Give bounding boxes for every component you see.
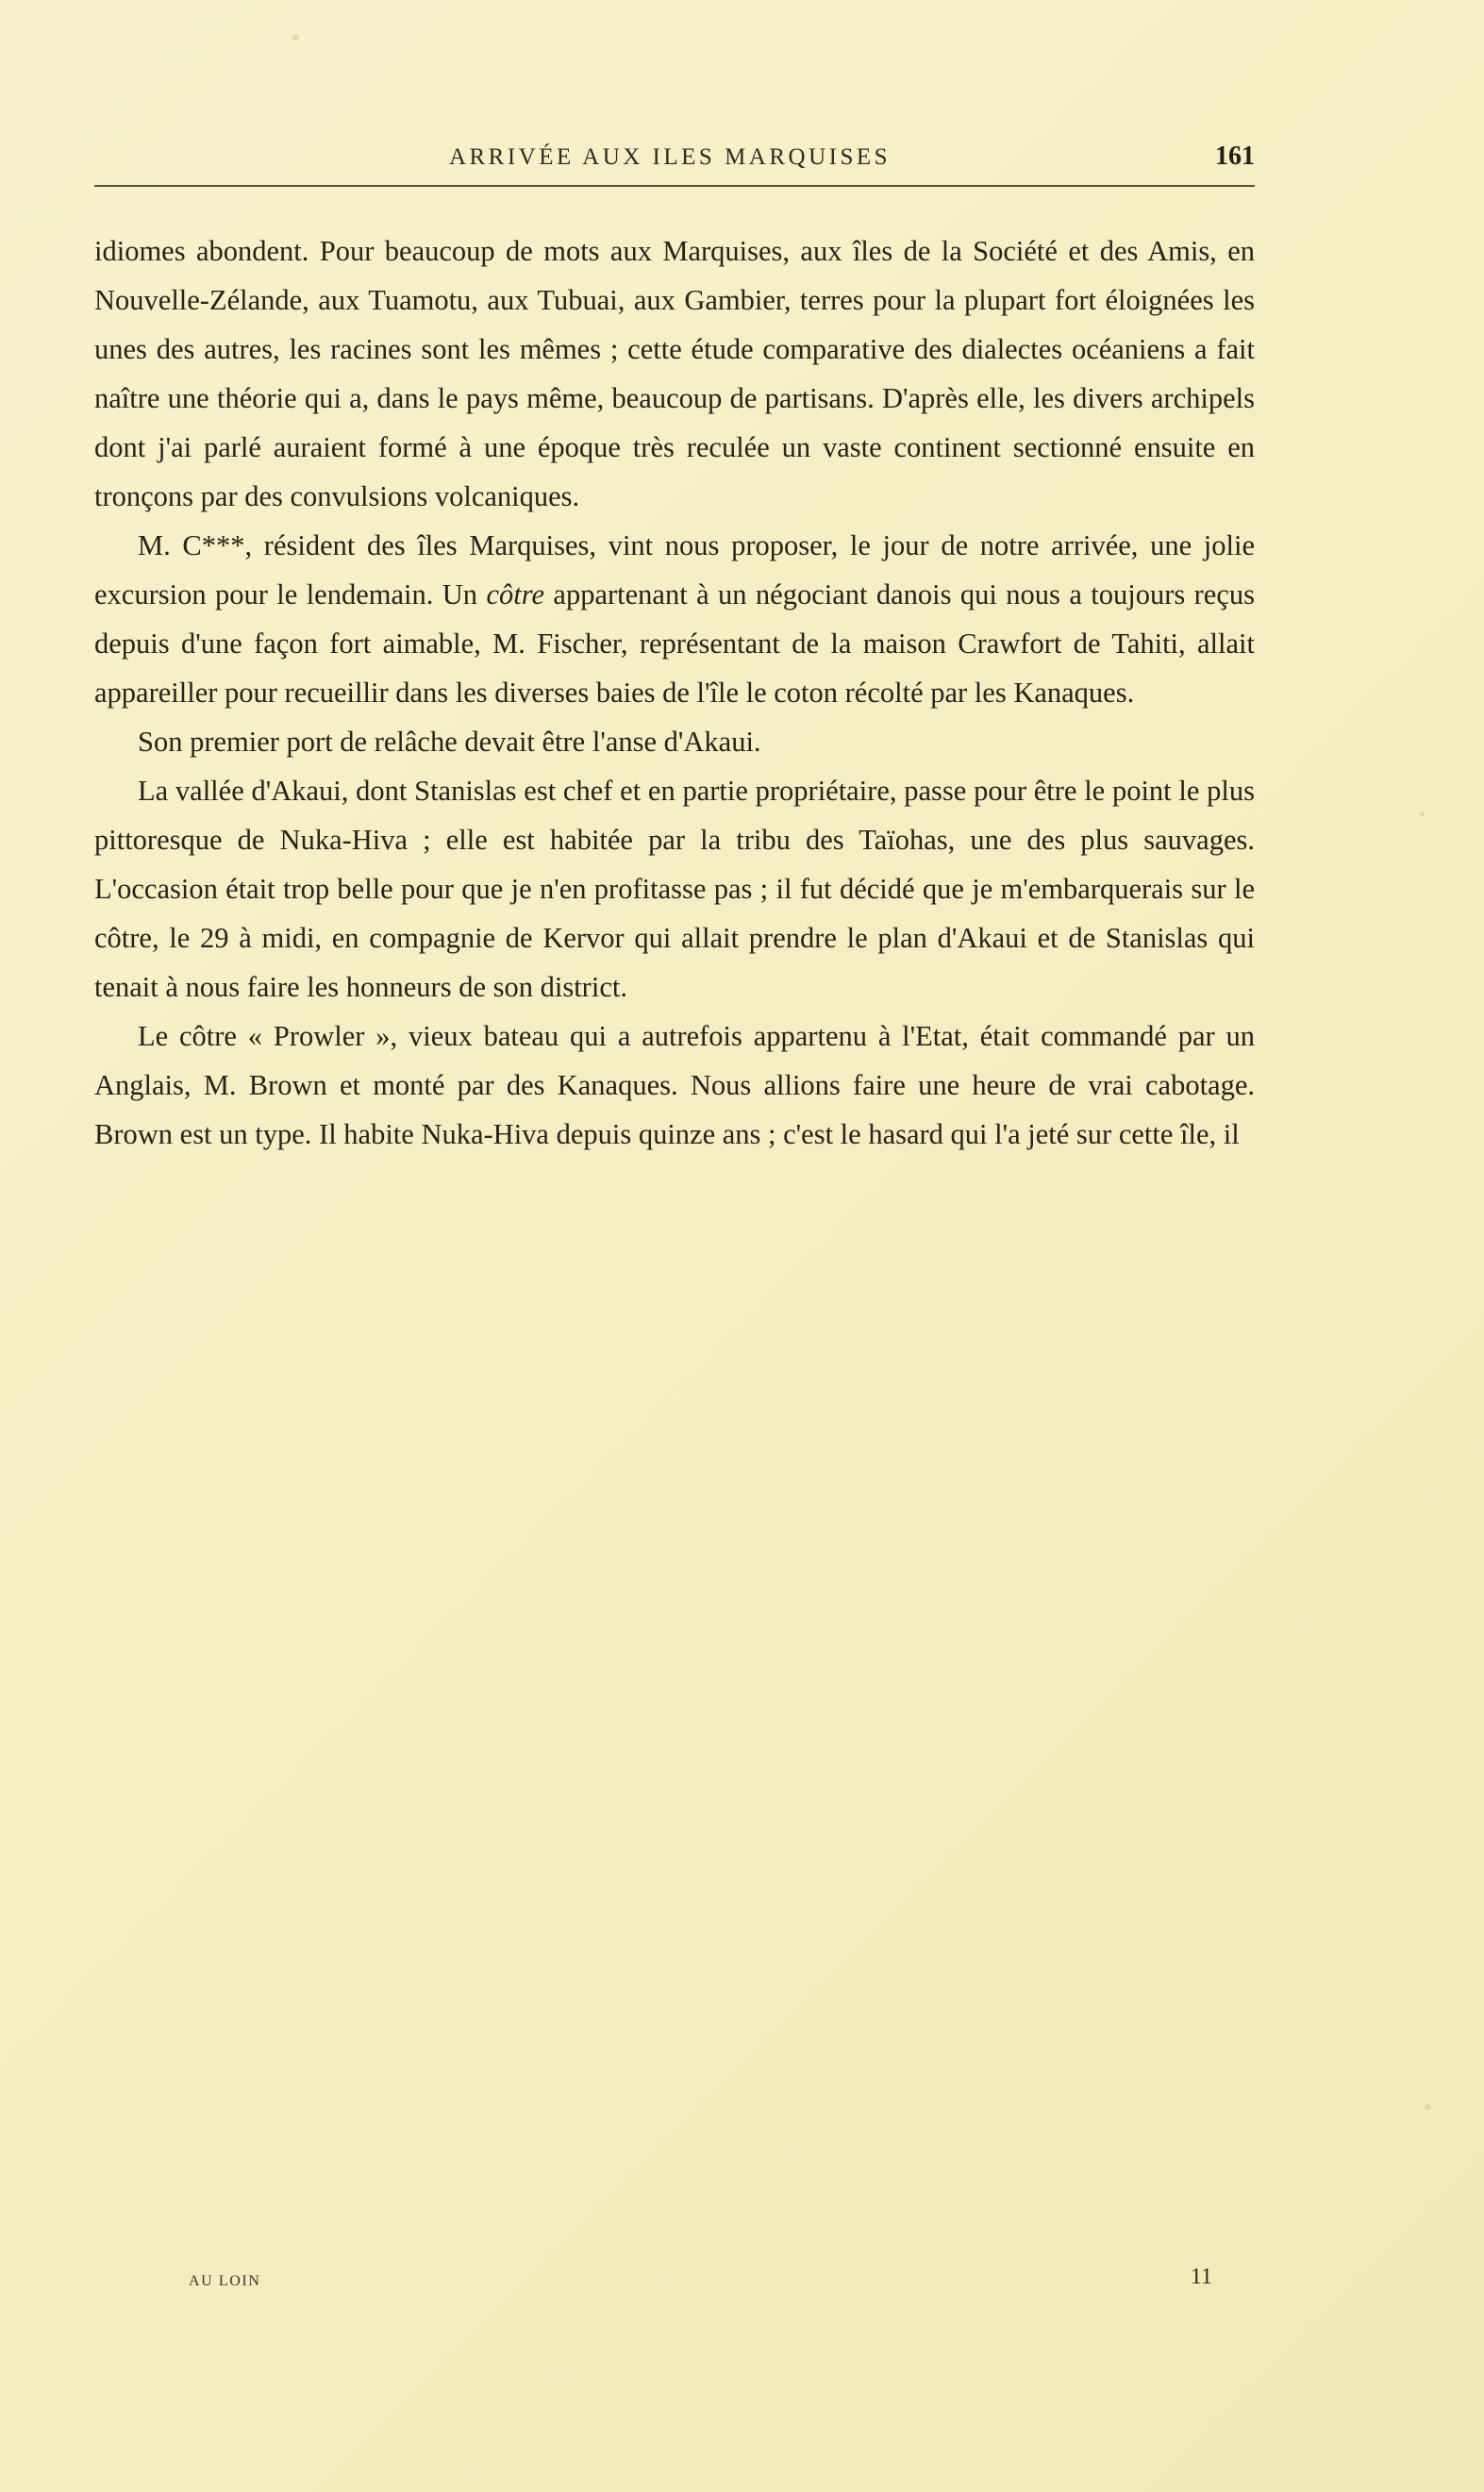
signature-mark: AU LOIN (189, 2273, 261, 2289)
emphasis: côtre (486, 578, 545, 610)
paper-speck (1420, 811, 1425, 816)
paragraph-1: idiomes abondent. Pour beaucoup de mots aux Marquises, aux îles de la Société et des Amis, en Nouvelle-Zélande, aux Tuamotu, aux Tubuai, aux Gambier, terres pour la plupart fort éloignées les unes des autres, les racines sont les mêmes ; cette étude comparative des dialectes océaniens a fait naître une théorie qui a, dans le pays même, beaucoup de partisans. D'après elle, les divers archipels dont j'ai parlé auraient formé à une époque très reculée un vaste continent sectionné ensuite en tronçons par des convulsions volcaniques. (94, 235, 1255, 512)
signature-folio: 11 (1190, 2265, 1212, 2289)
page-footer (94, 2265, 1264, 2290)
running-title: ARRIVÉE AUX ILES MARQUISES (448, 144, 892, 170)
header-rule (94, 185, 1255, 187)
paragraph-3: Son premier port de relâche devait être l'anse d'Akaui. (138, 726, 761, 758)
page-number: 161 (1215, 142, 1255, 171)
paragraph-5: Le côtre « Prowler », vieux bateau qui a autrefois appartenu à l'Etat, était commandé par un Anglais, M. Brown et monté par des Kanaques. Nous allions faire une heure de vrai cabotage. Brown est un type. Il habite Nuka-Hiva depuis quinze ans ; c'est le hasard qui l'a jeté sur cette île, il (94, 1020, 1255, 1150)
paragraph-2: M. C***, résident des îles Marquises, vint nous proposer, le jour de notre arrivée, une jolie excursion pour le lendemain. Un côtre appartenant à un négociant danois qui nous a toujours reçus depuis d'une façon fort aimable, M. Fischer, représentant de la maison Crawfort de Tahiti, allait appareiller pour recueillir dans les diverses baies de l'île le coton récolté par les Kanaques. (94, 529, 1256, 709)
page-header (94, 142, 1255, 172)
paragraph-4: La vallée d'Akaui, dont Stanislas est chef et en partie propriétaire, passe pour être le point le plus pittoresque de Nuka-Hiva ; elle est habitée par la tribu des Taïohas, une des plus sauvages. L'occasion était trop belle pour que je n'en profitasse pas ; il fut décidé que je m'embarquerais sur le côtre, le 29 à midi, en compagnie de Kervor qui allait prendre le plan d'Akaui et de Stanislas qui tenait à nous faire les honneurs de son district. (94, 775, 1255, 1003)
page-content (94, 142, 1264, 1159)
body-text (94, 226, 1255, 1159)
paper-speck (292, 34, 299, 41)
paper-speck (1425, 2104, 1430, 2110)
